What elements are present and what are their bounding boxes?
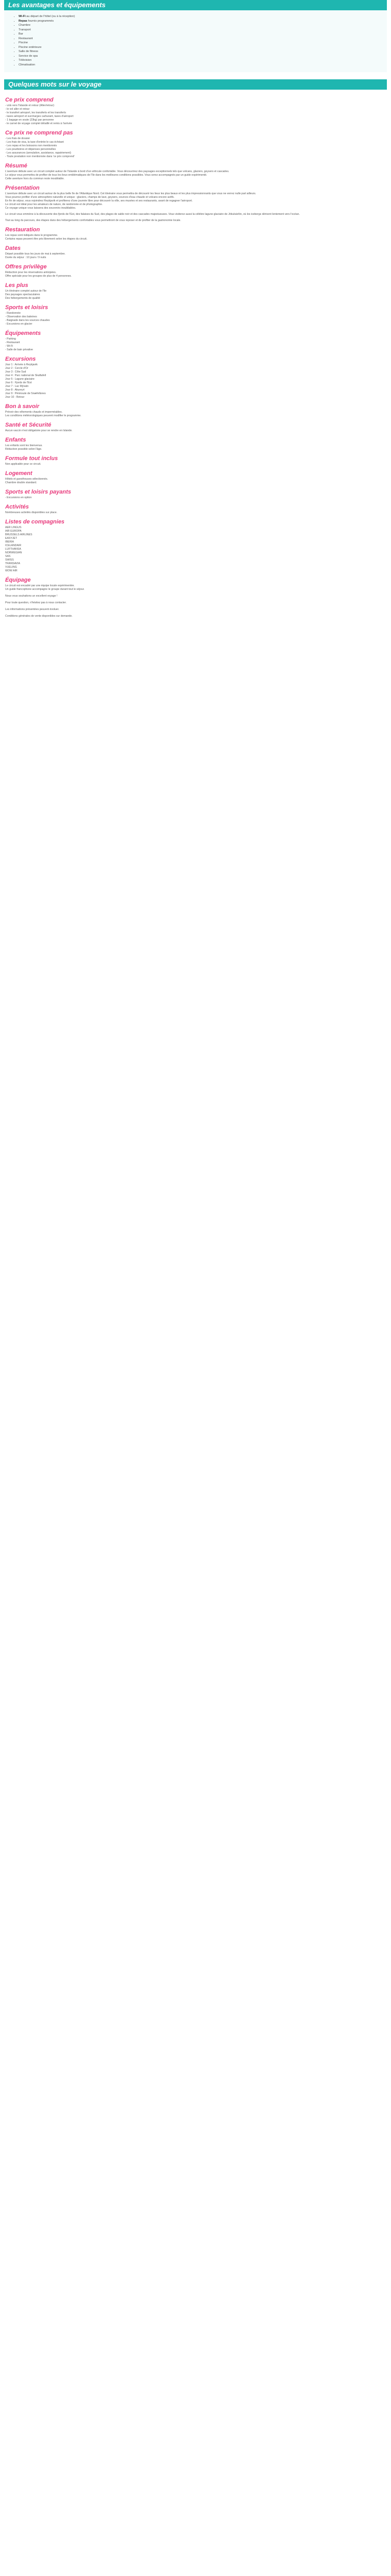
section-line: - 1 bagage en soute (23kg) par personne [5, 118, 54, 122]
section-line: TRANSAVIA [5, 562, 21, 565]
voyage-header: Quelques mots sur le voyage [4, 79, 387, 90]
section-line: Jour 8 : Akureyri [5, 388, 25, 392]
section-title: Activités [5, 504, 29, 510]
equipment-item [19, 54, 382, 59]
section-line: BRUSSELS AIRLINES [5, 533, 32, 536]
section-body [5, 312, 386, 326]
equipment-item-text: Climatisation [19, 63, 36, 66]
equipment-item-text: Bar [19, 32, 23, 36]
section-line: Réduction pour les réservations anticipées. [5, 271, 57, 274]
equipment-item [19, 45, 382, 50]
section-title: Enfants [5, 437, 26, 443]
section-line: L'aventure débute avec un circuit autour de la plus belle île de l'Atlantique Nord. Cet itinéraire vous permettra de découvrir les lieux les plus beaux et les plus impressionnants que vous ne verrez nulle part ailleurs. [5, 192, 256, 195]
section-line: IBERIA [5, 540, 14, 544]
section-line: - Les pourboires et dépenses personnelles [5, 148, 56, 151]
closing-note: Nous vous souhaitons un excellent voyage ! [5, 595, 58, 598]
section-line: - vols vers l'Islande et retour (Aller/retour) [5, 104, 54, 107]
section-title: Formule tout inclus [5, 455, 58, 462]
section-line: - Restaurant [5, 341, 20, 344]
section-title: Sports et loisirs [5, 304, 48, 311]
section-line: Ce voyage unique vous laissera des souvenirs inoubliables. [5, 207, 76, 210]
equipment-item [19, 23, 382, 28]
section-line: Le séjour vous permettra de profiter de tous les lieux emblématiques de l'île dans les meilleures conditions possibles. Vous serez accompagnés par un guide expérimenté. [5, 174, 207, 177]
equipments-header: Les avantages et équipements [4, 0, 387, 10]
section-title: Dates [5, 245, 21, 251]
equipment-item-text: Salle de fitness [19, 50, 38, 53]
section-line: Cette aventure hors du commun reste inoubliable. [5, 177, 64, 180]
section-line: NORWEGIAN [5, 551, 22, 554]
section-line: AER LINGUS [5, 526, 22, 529]
section-body [5, 290, 386, 300]
section-line: - Les repas et les boissons non mentionnés [5, 144, 57, 147]
section-line: Jour 9 : Péninsule de Snæfellsnes [5, 392, 46, 395]
equipments-list-box [4, 10, 387, 72]
section-title: Ce prix comprend [5, 97, 54, 103]
section-line: - Baignade dans les sources chaudes [5, 319, 50, 322]
section-line: Vous pourrez profiter d'une atmosphère naturelle et unique : glaciers, champs de lave, geysers, sources d'eau chaude et volcans encore actifs. [5, 196, 175, 199]
section-title: Offres privilège [5, 264, 47, 270]
section-body [5, 137, 386, 159]
equipment-item-text: au départ de l'hôtel (ou à la réception) [25, 15, 75, 18]
equipment-item [19, 41, 382, 45]
section-line: - Toute prestation non mentionnée dans 'ce prix comprend' [5, 155, 75, 158]
section-line: - le vol aller et retour [5, 108, 30, 111]
section-line: Certains repas peuvent être pris librement selon les étapes du circuit. [5, 238, 88, 241]
section-line: VUELING [5, 566, 17, 569]
section-line: LUFTHANSA [5, 548, 21, 551]
section-body [5, 584, 386, 591]
section-line: Offre spéciale pour les groupes de plus de 4 personnes. [5, 275, 72, 278]
section-body [5, 337, 386, 352]
closing-notes [5, 595, 386, 618]
section-line: - Salle de bain privative [5, 348, 33, 351]
section-line: Jour 1 : Arrivée à Reykjavik [5, 363, 38, 366]
section-title: Sports et loisirs payants [5, 489, 71, 495]
section-title: Restauration [5, 227, 40, 233]
section-paragraph: Le circuit vous emmène à la découverte des fjords de l'Est, des falaises du Sud, des plages de sable noir et des cascades majestueuses. Vous visiterez aussi la célèbre lagune glaciaire de Jökulsárlón, où les icebergs dérivent lentement vers l'océan. [5, 213, 300, 216]
section-line: Le circuit est encadré par une équipe locale expérimentée. [5, 584, 75, 587]
section-line: - Parking [5, 337, 16, 341]
section-line: Des hébergements de qualité [5, 297, 40, 300]
section-line: Jour 2 : Cercle d'Or [5, 367, 28, 370]
section-line: - Wi-Fi [5, 345, 13, 348]
closing-note: Les informations présentées peuvent évoluer. [5, 608, 59, 611]
section-line: Un itinéraire complet autour de l'île [5, 290, 46, 293]
section-line: Hôtels et guesthouses sélectionnés. [5, 478, 48, 481]
section-line: Les conditions météorologiques peuvent modifier le programme. [5, 414, 82, 417]
section-title: Les plus [5, 282, 28, 289]
section-line: AIR EUROPA [5, 530, 22, 533]
section-line: Nombreuses activités disponibles sur place. [5, 511, 57, 514]
section-line: - Excursions en option [5, 496, 32, 499]
section-body [5, 170, 386, 181]
section-body [5, 429, 386, 433]
section-body [5, 234, 386, 241]
section-body [5, 363, 386, 399]
closing-note: Conditions générales de vente disponibles sur demande. [5, 615, 73, 618]
section-line: L'aventure débute avec un circuit complet autour de l'Islande à bord d'un véhicule confortable. Vous découvrirez des paysages exceptionnels tels que volcans, glaciers, geysers et cascades. [5, 170, 230, 173]
section-line: - Randonnée [5, 312, 21, 315]
equipment-item-text: Télévision [19, 59, 32, 62]
section-line: Les enfants sont les bienvenus. [5, 444, 43, 447]
section-line: Aucun vaccin n'est obligatoire pour se rendre en Islande. [5, 429, 73, 432]
equipment-item-text: Piscine extérieure [19, 45, 42, 49]
section-line: ICELANDAIR [5, 544, 22, 547]
section-body [5, 192, 386, 223]
section-line: Non applicable pour ce circuit. [5, 463, 41, 466]
equipment-item [19, 63, 382, 67]
section-line: Jour 6 : Fjords de l'Est [5, 381, 32, 384]
equipment-item-text: Transport [19, 28, 31, 31]
section-title: Équipements [5, 330, 41, 336]
section-line: Jour 7 : Lac Mývatn [5, 385, 29, 388]
section-line: - Les assurances (annulation, assistance, rapatriement) [5, 151, 71, 155]
section-body [5, 511, 386, 515]
equipment-item-text: fournis programmés [27, 19, 54, 23]
section-title: Excursions [5, 356, 36, 362]
equipment-item-bold: Wi-Fi [19, 15, 26, 18]
equipment-item-text: Piscine [19, 41, 28, 44]
equipment-item-bold: Repas [19, 19, 27, 23]
section-title: Présentation [5, 185, 40, 191]
main-content [4, 90, 387, 624]
equipments-list [9, 14, 382, 67]
closing-note: Pour toute question, n'hésitez pas à nous contacter. [5, 601, 67, 604]
section-line: Prévoir des vêtements chauds et imperméables. [5, 411, 63, 414]
section-title: Santé et Sécurité [5, 422, 52, 428]
equipment-item [19, 49, 382, 54]
section-line: Jour 10 : Retour [5, 396, 25, 399]
section-body [5, 252, 386, 260]
equipment-item-text: Chambre [19, 24, 31, 27]
section-body [5, 411, 386, 418]
section-line: - le transfert aéroport, les transferts et les transferts [5, 111, 66, 114]
section-title: Logement [5, 470, 32, 477]
section-body [5, 463, 386, 466]
section-line: SWISS [5, 558, 14, 562]
section-line: Les repas sont indiqués dans le programme. [5, 234, 58, 237]
equipment-item [19, 37, 382, 41]
section-line: Réduction possible selon l'âge. [5, 448, 42, 451]
section-line: Jour 5 : Lagune glaciaire [5, 378, 35, 381]
section-line: Durée du séjour : 10 jours / 9 nuits [5, 256, 46, 259]
equipment-item [19, 58, 382, 63]
section-line: - Les frais de visa, la taxe d'entrée le cas échéant [5, 141, 64, 144]
section-title: Listes de compagnies [5, 519, 64, 525]
section-title: Bon à savoir [5, 403, 40, 410]
section-title: Résumé [5, 163, 27, 169]
section-body [5, 271, 386, 278]
section-line: Jour 4 : Parc national de Skaftafell [5, 374, 46, 377]
equipment-item [19, 28, 382, 32]
section-line: - Les frais de dossier [5, 137, 30, 140]
section-line: - Observation des baleines [5, 315, 37, 318]
section-line: WOW AIR [5, 569, 18, 572]
section-line: EASYJET [5, 537, 18, 540]
section-title: Équipage [5, 577, 31, 583]
section-paragraph: Tout au long du parcours, des étapes dans des hébergements confortables vous permettront de vous reposer et de profiter de la gastronomie locale. [5, 219, 181, 222]
equipment-item [19, 19, 382, 24]
section-title: Ce prix ne comprend pas [5, 130, 73, 136]
section-line: - taxes aéroport et surcharges carburant, taxes d'aéroport [5, 115, 74, 118]
equipment-item [19, 14, 382, 19]
section-line: - Excursions en glacier [5, 323, 32, 326]
section-line: Le circuit est idéal pour les amateurs de nature, de randonnée et de photographie. [5, 203, 103, 206]
section-line: Départ possible tous les jours de mai à septembre. [5, 252, 66, 256]
section-line: - le carnet de voyage complet détaillé et remis à l'arrivée [5, 122, 72, 125]
section-body [5, 444, 386, 451]
section-line: Des paysages spectaculaires [5, 293, 40, 296]
section-body [5, 496, 386, 500]
section-line: Chambre double standard. [5, 481, 37, 484]
equipment-item-text: Restaurant [19, 37, 33, 40]
section-line: SAS [5, 555, 11, 558]
section-line: Un guide francophone accompagne le groupe durant tout le séjour. [5, 588, 85, 591]
section-line: En fin de séjour, vous rejoindrez Reykjavik et profiterez d'une journée libre pour découvrir la ville, ses musées et ses restaurants, avant de regagner l'aéroport. [5, 199, 193, 202]
section-body [5, 526, 386, 573]
equipment-item-text: Service de spa [19, 54, 38, 58]
section-line: Jour 3 : Côte Sud [5, 370, 26, 374]
equipment-item [19, 32, 382, 37]
section-body [5, 478, 386, 485]
section-body [5, 104, 386, 126]
